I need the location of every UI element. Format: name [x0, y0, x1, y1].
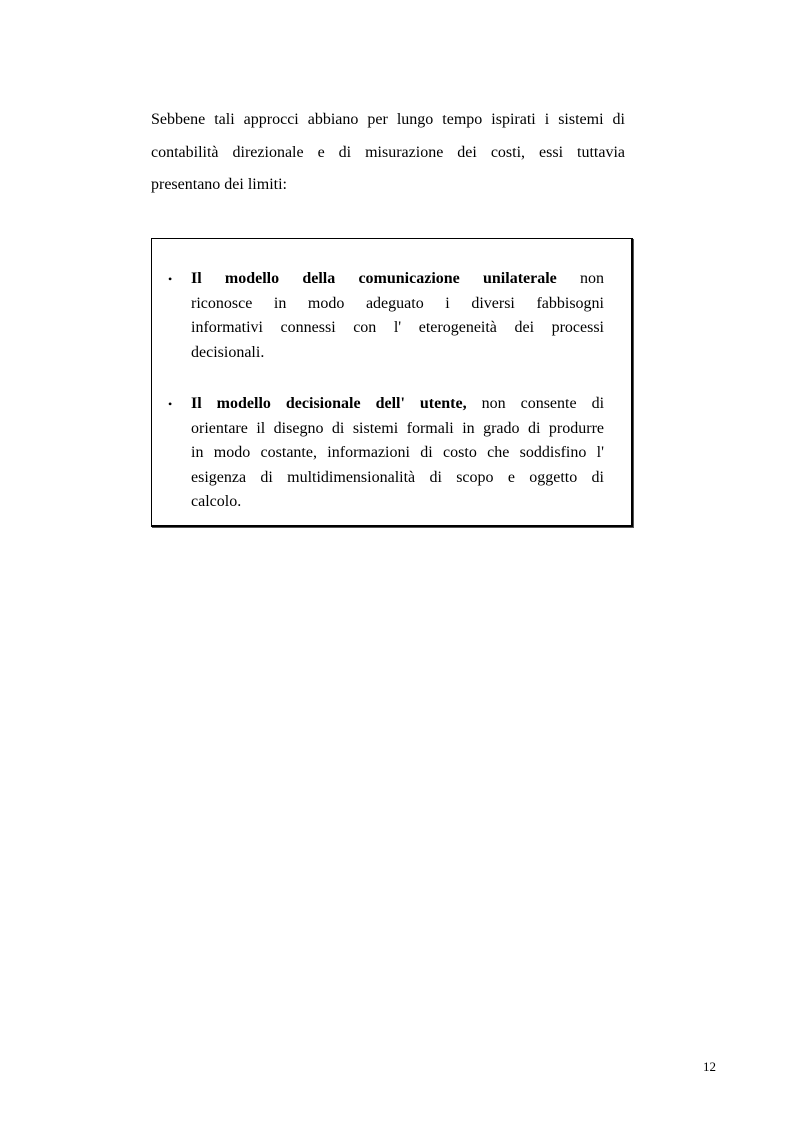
list-item-line: informativi connessi con l' eterogeneità dei processi: [191, 319, 604, 336]
line-tail: non consente di: [466, 395, 605, 412]
list-item: [166, 392, 604, 515]
list-item-line: [191, 392, 604, 417]
intro-line: Sebbene tali approcci abbiano per lungo tempo ispirati i sistemi di: [151, 111, 625, 128]
list-item-line: in modo costante, informazioni di costo che soddisfino l': [191, 444, 604, 461]
list-item-line: calcolo.: [191, 493, 242, 510]
limits-list: [166, 267, 604, 542]
list-item-line: decisionali.: [191, 343, 265, 361]
list-item-text: [191, 392, 604, 515]
list-item-line: orientare il disegno di sistemi formali in grado di produrre: [191, 419, 604, 437]
list-item: [166, 267, 604, 365]
list-item-line: [191, 267, 604, 292]
intro-paragraph: [151, 104, 625, 202]
bullet-icon: •: [168, 397, 173, 411]
list-item-text: [191, 267, 604, 365]
list-item-line: riconosce in modo adeguato i diversi fabbisogni: [191, 294, 604, 312]
bold-lead: Il modello decisionale dell' utente,: [191, 395, 467, 412]
limits-box: [151, 238, 633, 527]
page-number: 12: [703, 1059, 716, 1074]
list-item-line: esigenza di multidimensionalità di scopo e oggetto di: [191, 468, 604, 486]
line-tail: non: [556, 270, 605, 287]
intro-line: presentano dei limiti:: [151, 176, 287, 193]
bullet-icon: •: [168, 272, 173, 286]
intro-line: contabilità direzionale e di misurazione dei costi, essi tuttavia: [151, 143, 625, 161]
bold-lead: Il modello della comunicazione unilaterale: [191, 270, 557, 287]
